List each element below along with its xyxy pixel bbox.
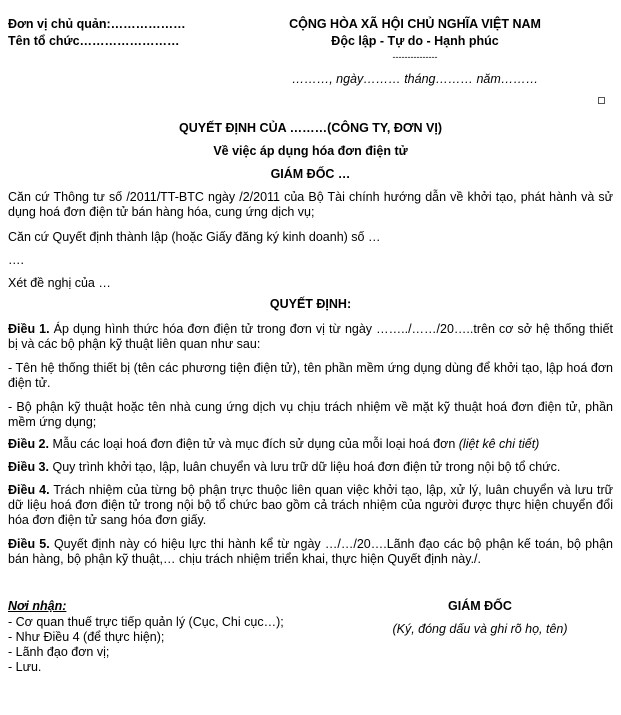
legal-basis-ellipsis: …. (8, 253, 24, 267)
article-4 (8, 483, 613, 528)
owner-line: Đơn vị chủ quản:……………… (8, 17, 186, 31)
article-1-text: Áp dụng hình thức hóa đơn điện tử trong đơn vị từ ngày ……../……/20…..trên cơ sở hệ thống thiết bị và các bộ phận kỹ thuật liên quan như sau: (8, 322, 613, 351)
article-2 (8, 437, 613, 452)
recipients-label: Nơi nhận: (8, 599, 67, 613)
article-3-text: Quy trình khởi tạo, lập, luân chuyển và lưu trữ dữ liệu hoá đơn điện tử trong nội bộ tổ chức. (49, 460, 561, 474)
recipient-item: - Cơ quan thuế trực tiếp quản lý (Cục, Chi cục…); (8, 615, 284, 629)
article-2-note: (liệt kê chi tiết) (458, 437, 540, 451)
article-1-item-1: - Tên hệ thống thiết bị (tên các phương tiện điện tử), tên phần mềm ứng dụng dùng để khởi tạo, lập hoá đơn điện tử. (8, 361, 613, 390)
recipient-item: - Lưu. (8, 660, 42, 674)
org-line: Tên tổ chức…………………… (8, 34, 180, 48)
article-3 (8, 460, 613, 475)
article-5-text: Quyết định này có hiệu lực thi hành kể từ ngày …/…/20….Lãnh đạo các bộ phận kế toán, bộ phận bán hàng, bộ phận kỹ thuật,… chịu trách nhiệm triển khai, thực hiện Quyết định này./. (8, 537, 613, 566)
checkbox-marker (598, 97, 605, 104)
decision-title: QUYẾT ĐỊNH CỦA ………(CÔNG TY, ĐƠN VỊ) (179, 121, 442, 135)
article-3-label: Điều 3. (8, 460, 49, 474)
article-1-item-2: - Bộ phận kỹ thuật hoặc tên nhà cung ứng dịch vụ chịu trách nhiệm về mặt kỹ thuật hoá đơn điện tử, phần mềm ứng dụng; (8, 400, 613, 429)
decision-heading: QUYẾT ĐỊNH: (269, 297, 352, 311)
proposal-line: Xét đề nghị của … (8, 276, 111, 290)
motto: Độc lập - Tự do - Hạnh phúc (331, 34, 499, 48)
article-4-label: Điều 4. (8, 483, 50, 497)
motto-rule: --------------- (392, 52, 438, 62)
signature-title: GIÁM ĐỐC (448, 599, 512, 613)
article-2-text: Mẫu các loại hoá đơn điện tử và mục đích sử dụng của mỗi loại hoá đơn (49, 437, 459, 451)
date-line: ………, ngày……… tháng……… năm……… (291, 72, 539, 86)
legal-basis-1: Căn cứ Thông tư số /2011/TT-BTC ngày /2/2011 của Bộ Tài chính hướng dẫn về khởi tạo, phát hành và sử dụng hoá đơn điện tử bán hàng hóa, cung ứng dịch vụ; (8, 190, 613, 219)
signature-note: (Ký, đóng dấu và ghi rõ họ, tên) (392, 622, 568, 636)
recipient-item: - Như Điều 4 (để thực hiện); (8, 630, 165, 644)
article-5-label: Điều 5. (8, 537, 50, 551)
decision-subject: Về việc áp dụng hóa đơn điện tử (213, 144, 408, 158)
article-1-label: Điều 1. (8, 322, 50, 336)
recipient-item: - Lãnh đạo đơn vị; (8, 645, 110, 659)
article-2-label: Điều 2. (8, 437, 49, 451)
article-1 (8, 322, 613, 352)
legal-basis-2: Căn cứ Quyết định thành lập (hoặc Giấy đăng ký kinh doanh) số … (8, 230, 381, 244)
country-name: CỘNG HÒA XÃ HỘI CHỦ NGHĨA VIỆT NAM (289, 17, 541, 31)
article-5 (8, 537, 613, 567)
authority-heading: GIÁM ĐỐC … (270, 167, 351, 181)
article-4-text: Trách nhiệm của từng bộ phận trực thuộc liên quan việc khởi tạo, lập, xử lý, luân chuyển và lưu trữ dữ liệu hoá đơn điện tử trong nội bộ tổ chức bao gồm cả trách nhiệm của người được thực hiện chuyển đổi hóa đơn điện tử sang hóa đơn giấy. (8, 483, 613, 527)
